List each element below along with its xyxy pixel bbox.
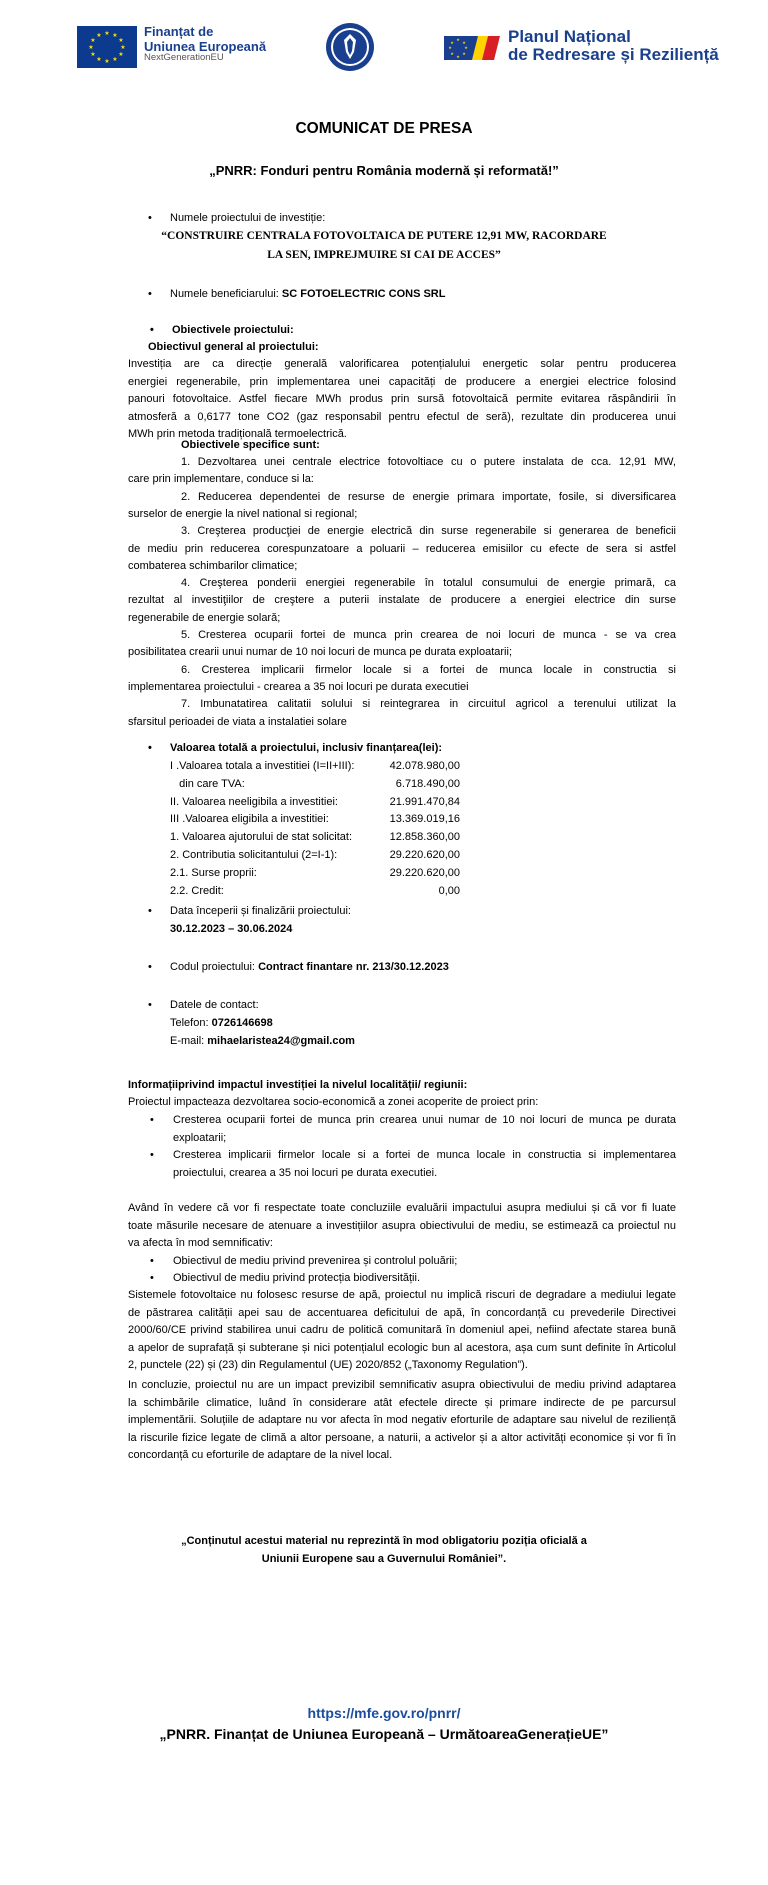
specific-objective-line: surselor de energie la nivel national si regional; bbox=[128, 507, 358, 520]
specific-objective-line: sfarsitul perioadei de viata a instalatiei solare bbox=[128, 715, 347, 728]
svg-text:★: ★ bbox=[118, 37, 124, 44]
water-line: de păstrarea calității apei sau de accentuarea deficitului de apă, în concordanță cu prevederile Directivei bbox=[128, 1306, 676, 1319]
general-objective-line: panouri fotovoltaice. Astfel fiecare MWh produs prin sursă fotovoltaică permite evitarea răspândirii în bbox=[128, 393, 676, 405]
svg-text:★: ★ bbox=[112, 56, 118, 63]
phone-label: Telefon: bbox=[170, 1017, 212, 1029]
beneficiary-value: SC FOTOELECTRIC CONS SRL bbox=[281, 288, 446, 300]
disclaimer bbox=[0, 1532, 768, 1568]
specific-objective-line: 5. Cresterea ocuparii fortei de munca prin crearea de noi locuri de munca - se va crea bbox=[181, 629, 676, 641]
value-row-label: 2. Contributia solicitantului (2=I-1): bbox=[170, 849, 338, 861]
value-row-label: 2.1. Surse proprii: bbox=[170, 866, 257, 879]
value-row-amount: 42.078.980,00 bbox=[389, 760, 460, 772]
value-row-label: 2.2. Credit: bbox=[170, 884, 224, 897]
pnrr-line1: Planul Național bbox=[508, 27, 631, 46]
impact-heading: Informațiiprivind impactul investiției la nivelul localității/ regiunii: bbox=[128, 1079, 468, 1091]
value-heading: • Valoarea totală a proiectului, inclusiv finanțarea(lei): bbox=[170, 739, 442, 757]
eu-line1: Finanțat de bbox=[144, 24, 214, 39]
pnrr-line2: de Redresare și Reziliență bbox=[508, 45, 719, 64]
svg-text:★: ★ bbox=[104, 30, 110, 37]
disclaimer-line1: „Conținutul acestui material nu reprezintă în mod obligatoriu poziția oficială a bbox=[181, 1535, 587, 1547]
svg-text:★: ★ bbox=[104, 58, 110, 65]
svg-text:★: ★ bbox=[118, 51, 124, 58]
objectives-heading: • Obiectivele proiectului: bbox=[172, 321, 294, 339]
contact-email bbox=[170, 1032, 355, 1050]
contact-label: • Datele de contact: bbox=[170, 996, 259, 1014]
water-line: Sistemele fotovoltaice nu folosesc resurse de apă, proiectul nu implică riscuri de degradare a mediului legate bbox=[128, 1289, 676, 1301]
environment-line: Având în vedere că vor fi respectate toate concluziile evaluării impactului asupra mediului și că vor fi luate bbox=[128, 1202, 676, 1214]
environment-line: toate măsurile necesare de atenuare a investițiilor asupra obiectivului de mediu, se estimează ca proiectul nu bbox=[128, 1219, 676, 1232]
conclusion-line: implementării. Soluțiile de adaptare nu vor afecta în mod negativ eforturile de adaptare sau nivelul de reziliență bbox=[128, 1414, 676, 1426]
impact-item-line: Cresterea ocuparii fortei de munca prin crearea unui numar de 10 noi locuri de munca pe durata bbox=[173, 1114, 676, 1126]
value-row-amount: 0,00 bbox=[438, 884, 460, 897]
general-objective-line: MWh prin metoda tradițională termoelectrică. bbox=[128, 428, 347, 440]
disclaimer-line2: Uniunii Europene sau a Guvernului României”. bbox=[261, 1553, 507, 1565]
specific-objective-line: 6. Cresterea implicarii firmelor locale si a fortei de munca locale in constructia si bbox=[181, 663, 676, 676]
pnrr-flag-icon bbox=[444, 30, 504, 66]
specific-objectives-heading: Obiectivele specifice sunt: bbox=[181, 439, 320, 451]
svg-text:★: ★ bbox=[456, 54, 460, 59]
conclusion-line: la schimbările climatice, luând în considerare atât efectele directe și primare indirecte de pe parcursul bbox=[128, 1396, 676, 1409]
project-name-line1: “CONSTRUIRE CENTRALA FOTOVOLTAICA DE PUTERE 12,91 MW, RACORDARE bbox=[161, 230, 607, 242]
svg-text:★: ★ bbox=[464, 45, 468, 50]
beneficiary bbox=[170, 285, 445, 303]
bullet-icon: • bbox=[150, 1272, 154, 1284]
project-name-line2: LA SEN, IMPREJMUIRE SI CAI DE ACCES” bbox=[267, 249, 501, 261]
svg-text:★: ★ bbox=[450, 51, 454, 56]
bullet-icon: • bbox=[150, 1254, 154, 1267]
environment-item: Obiectivul de mediu privind protecția biodiversității. bbox=[173, 1272, 421, 1284]
email-value: mihaelaristea24@gmail.com bbox=[207, 1035, 355, 1047]
bullet-icon: • bbox=[150, 1149, 154, 1161]
footer-slogan: „PNRR. Finanțat de Uniunea Europeană – UrmătoareaGenerațieUE” bbox=[159, 1726, 609, 1742]
svg-text:★: ★ bbox=[456, 37, 460, 42]
svg-text:★: ★ bbox=[120, 44, 126, 51]
environment-item: Obiectivul de mediu privind prevenirea și controlul poluării; bbox=[173, 1254, 458, 1267]
impact-item-line: exploatarii; bbox=[173, 1131, 227, 1144]
value-row-amount: 6.718.490,00 bbox=[395, 777, 460, 790]
general-objective-line: Investiția are ca direcție generală valorificarea potențialului energetic solar pentru producerea bbox=[128, 358, 676, 370]
specific-objective-line: de mediu prin reducerea corespunzatoare a poluarii – reducerea emisiilor cu efecte de sera si astfel bbox=[128, 542, 676, 555]
government-seal-icon bbox=[325, 22, 375, 72]
contact-phone bbox=[170, 1014, 273, 1032]
eu-line3: NextGenerationEU bbox=[144, 52, 224, 63]
specific-objective-line: 2. Reducerea dependentei de resurse de energie primara importate, fosile, si diversificarea bbox=[181, 490, 676, 503]
value-row-amount: 12.858.360,00 bbox=[389, 831, 460, 844]
project-name-label: • Numele proiectului de investiție: bbox=[170, 209, 325, 227]
beneficiary-label: Numele beneficiarului: bbox=[170, 288, 282, 300]
value-row-label: II. Valoarea neeligibila a investitiei: bbox=[170, 795, 338, 808]
value-row-label: I .Valoarea totala a investitiei (I=II+III): bbox=[170, 760, 355, 772]
specific-objective-line: rezultat al investiţiilor de creştere a puterii instalate de producere a energiei electrice din surse bbox=[128, 594, 676, 607]
impact-item-line: Cresterea implicarii firmelor locale si a fortei de munca locale in constructia si implementarea bbox=[173, 1149, 676, 1161]
dates-value: 30.12.2023 – 30.06.2024 bbox=[170, 923, 293, 935]
value-row-label: din care TVA: bbox=[170, 777, 245, 790]
bullet-icon: • bbox=[150, 1114, 154, 1126]
svg-text:★: ★ bbox=[90, 37, 96, 44]
svg-text:★: ★ bbox=[450, 40, 454, 45]
footer-link[interactable]: https://mfe.gov.ro/pnrr/ bbox=[307, 1705, 461, 1721]
phone-value: 0726146698 bbox=[211, 1017, 273, 1029]
general-objective-line: atmosferă a 0,6177 tone CO2 (gaz responsabil pentru efectul de seră), rezultate din producerea unui bbox=[128, 410, 676, 423]
impact-item-line: proiectului, crearea a 35 noi locuri pe durata executiei. bbox=[173, 1166, 438, 1179]
impact-intro: Proiectul impacteaza dezvoltarea socio-economică a zonei acoperite de proiect prin: bbox=[128, 1096, 539, 1108]
conclusion-line: In concluzie, proiectul nu are un impact previzibil semnificativ asupra obiectivului de mediu privind adaptarea bbox=[128, 1379, 676, 1391]
svg-text:★: ★ bbox=[88, 44, 94, 51]
svg-text:★: ★ bbox=[448, 45, 452, 50]
svg-text:★: ★ bbox=[90, 51, 96, 58]
svg-text:★: ★ bbox=[462, 40, 466, 45]
environment-line: va afecta în mod semnificativ: bbox=[128, 1237, 273, 1249]
conclusion-line: la riscurile fizice legate de climă a altor persoane, a naturii, a activelor și a altor activități economice și vor fi în bbox=[128, 1431, 676, 1444]
value-row-amount: 13.369.019,16 bbox=[389, 813, 460, 826]
code-value: Contract finantare nr. 213/30.12.2023 bbox=[258, 961, 449, 973]
pnrr-logo-text bbox=[508, 28, 719, 64]
general-objective-heading: Obiectivul general al proiectului: bbox=[148, 341, 319, 353]
value-row-amount: 29.220.620,00 bbox=[389, 866, 460, 879]
email-label: E-mail: bbox=[170, 1035, 208, 1047]
eu-line2: Uniunea Europeană bbox=[144, 39, 267, 54]
specific-objective-line: posibilitatea crearii unui numar de 10 noi locuri de munca pe durata exploatarii; bbox=[128, 646, 513, 659]
specific-objective-line: 7. Imbunatatirea calitatii solului si reintegrarea in circuitul agricol a terenului utilizat la bbox=[181, 698, 676, 711]
specific-objective-line: implementarea proiectului - crearea a 35 noi locuri pe durata executiei bbox=[128, 680, 469, 693]
value-row-amount: 21.991.470,84 bbox=[389, 795, 460, 808]
svg-text:★: ★ bbox=[462, 51, 466, 56]
svg-text:★: ★ bbox=[96, 32, 102, 39]
general-objective-line: energiei regenerabile, prin implementarea unei capacități de producere a energiei electrice folosind bbox=[128, 375, 676, 388]
page-subtitle: „PNRR: Fonduri pentru România modernă și reformată!” bbox=[209, 163, 559, 178]
dates-label: • Data începerii și finalizării proiectului: bbox=[170, 902, 351, 920]
value-row-amount: 29.220.620,00 bbox=[389, 849, 460, 861]
code-label: Codul proiectului: bbox=[170, 961, 259, 973]
specific-objective-line: combaterea schimbarilor climatice; bbox=[128, 559, 298, 572]
conclusion-line: concordanță cu eforturile de adaptare de la nivel local. bbox=[128, 1449, 393, 1461]
eu-flag-icon bbox=[77, 26, 137, 68]
water-line: a apelor de suprafață și subterane și nici potențialul ecologic bun al acestora, așa cum sunt definite în Articolul bbox=[128, 1341, 676, 1354]
specific-objective-line: regenerabile de energie solară; bbox=[128, 611, 281, 624]
value-row-label: 1. Valoarea ajutorului de stat solicitat: bbox=[170, 831, 353, 844]
value-row-label: III .Valoarea eligibila a investitiei: bbox=[170, 813, 329, 826]
specific-objective-line: 3. Creşterea producţiei de energie electrică din surse regenerabile si generarea de beneficii bbox=[181, 525, 676, 538]
svg-text:★: ★ bbox=[96, 56, 102, 63]
svg-text:★: ★ bbox=[112, 32, 118, 39]
project-code bbox=[170, 958, 449, 976]
specific-objective-line: care prin implementare, conduce si la: bbox=[128, 473, 314, 486]
water-line: 2, punctele (22) și (23) din Regulamentul (UE) 2020/852 („Taxonomy Regulation”). bbox=[128, 1359, 528, 1371]
specific-objective-line: 4. Creşterea ponderii energiei regenerabile în totalul consumului de energie primară, ca bbox=[181, 577, 676, 590]
specific-objective-line: 1. Dezvoltarea unei centrale electrice fotovoltiace cu o putere instalata de cca. 12,91 MW, bbox=[181, 456, 676, 468]
water-line: 2000/60/CE privind stabilirea unui cadru de politică comunitară în domeniul apei, nefiind afectate starea bună bbox=[128, 1324, 676, 1336]
page-title: COMUNICAT DE PRESA bbox=[295, 120, 473, 137]
eu-logo-text bbox=[144, 24, 266, 54]
